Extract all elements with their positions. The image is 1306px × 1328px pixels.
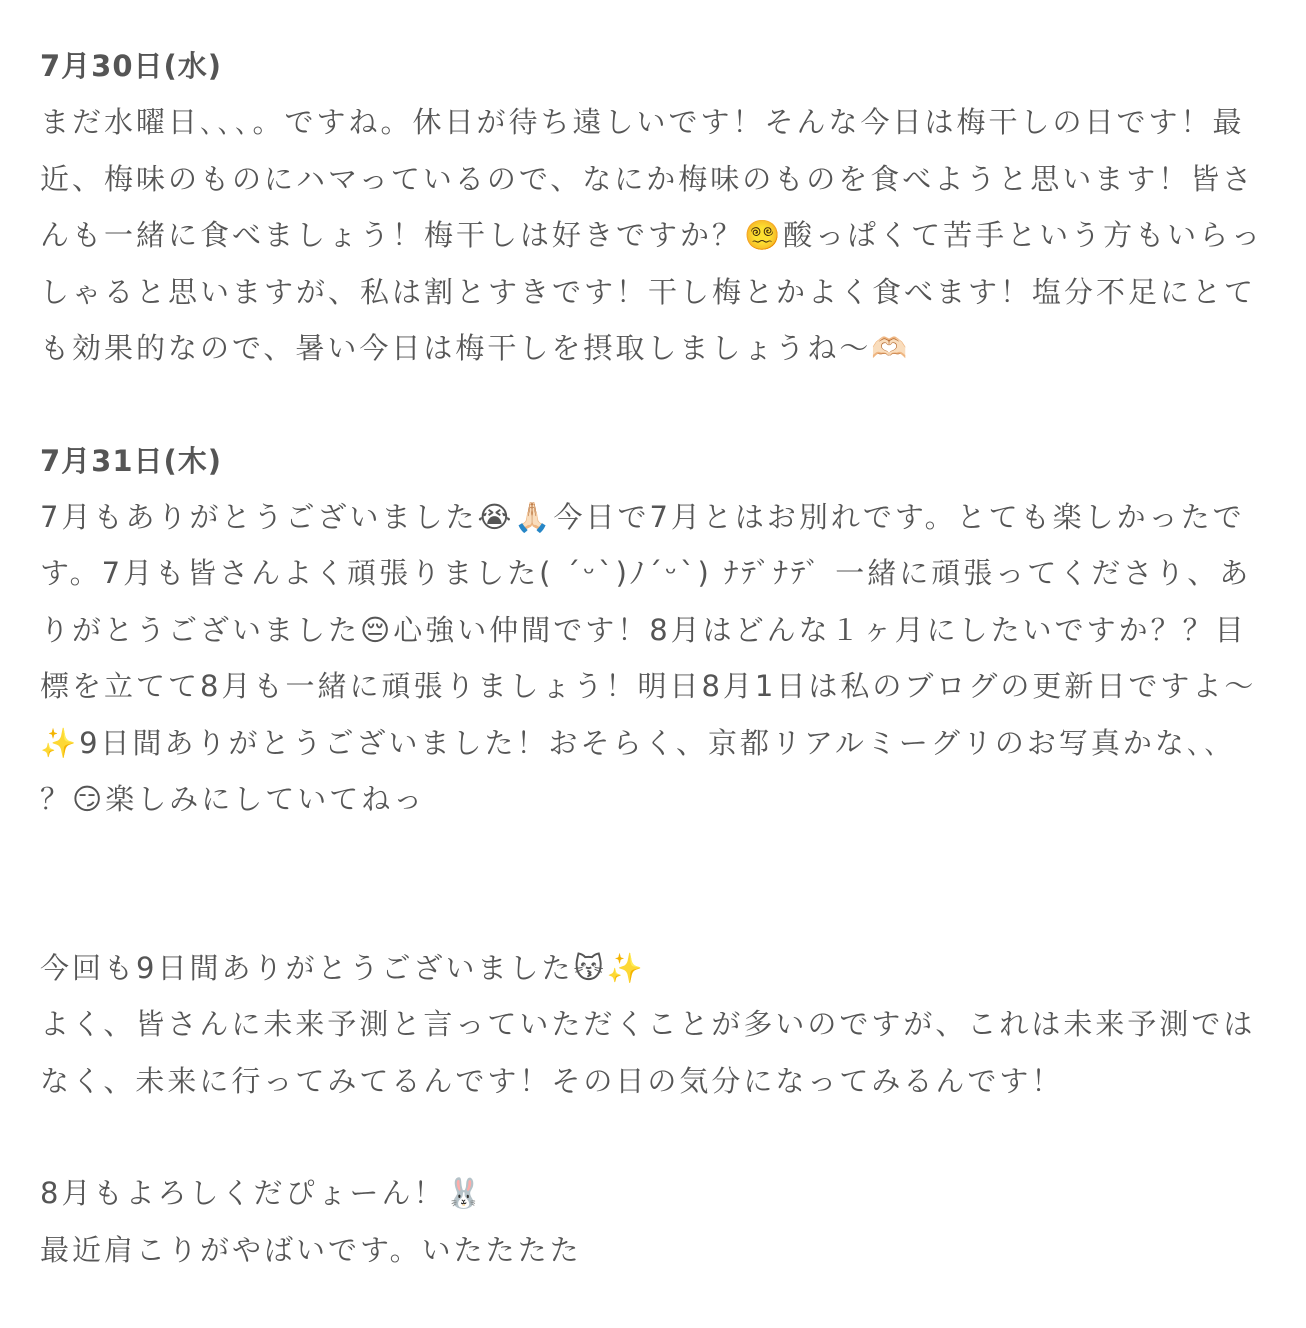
closing-august-greeting: 8月もよろしくだぴょーん！🐰: [40, 1176, 485, 1210]
diary-entry-0730: [40, 38, 1266, 377]
spacer: [40, 377, 1266, 433]
closing-future-note: よく、皆さんに未来予測と言っていただくことが多いのですが、これは未来予測ではなく、未来に行ってみてるんです！その日の気分になってみるんです！: [40, 1007, 1256, 1098]
closing-section: [40, 940, 1266, 1279]
closing-thanks: 今回も9日間ありがとうございました😽✨: [40, 950, 646, 985]
spacer: [40, 1109, 1266, 1165]
diary-entry-0731: [40, 433, 1266, 828]
closing-shoulder-note: 最近肩こりがやばいです。いたたたた: [40, 1232, 582, 1267]
entry-date-heading: 7月31日(木): [40, 443, 223, 478]
entry-body: まだ水曜日､､､。ですね。休日が待ち遠しいです！そんな今日は梅干しの日です！最近、梅味のものにハマっているので、なにか梅味のものを食べようと思います！皆さんも一緒に食べましょう！梅干しは好きですか？😵‍💫酸っぱくて苦手という方もいらっしゃると思いますが、私は割とすきです！干し梅とかよく食べます！塩分不足にとても効果的なので、暑い今日は梅干しを摂取しましょうね〜🫶🏻: [40, 105, 1264, 365]
spacer: [40, 828, 1266, 940]
entry-body: 7月もありがとうございました😭🙏🏻今日で7月とはお別れです。とても楽しかったです。7月も皆さんよく頑張りました( ´ᵕ`)ﾉ´ᵕ`) ﾅﾃﾞﾅﾃﾞ 一緒に頑張ってくださり、ありがとうございました😔心強い仲間です！8月はどんな１ヶ月にしたいですか？？目標を立てて8月も一緒に頑張りましょう！明日8月1日は私のブログの更新日ですよ〜✨9日間ありがとうございました！おそらく、京都リアルミーグリのお写真かな､､ ？😏楽しみにしていてねっ: [40, 499, 1257, 816]
entry-date-heading: 7月30日(水): [40, 49, 223, 83]
